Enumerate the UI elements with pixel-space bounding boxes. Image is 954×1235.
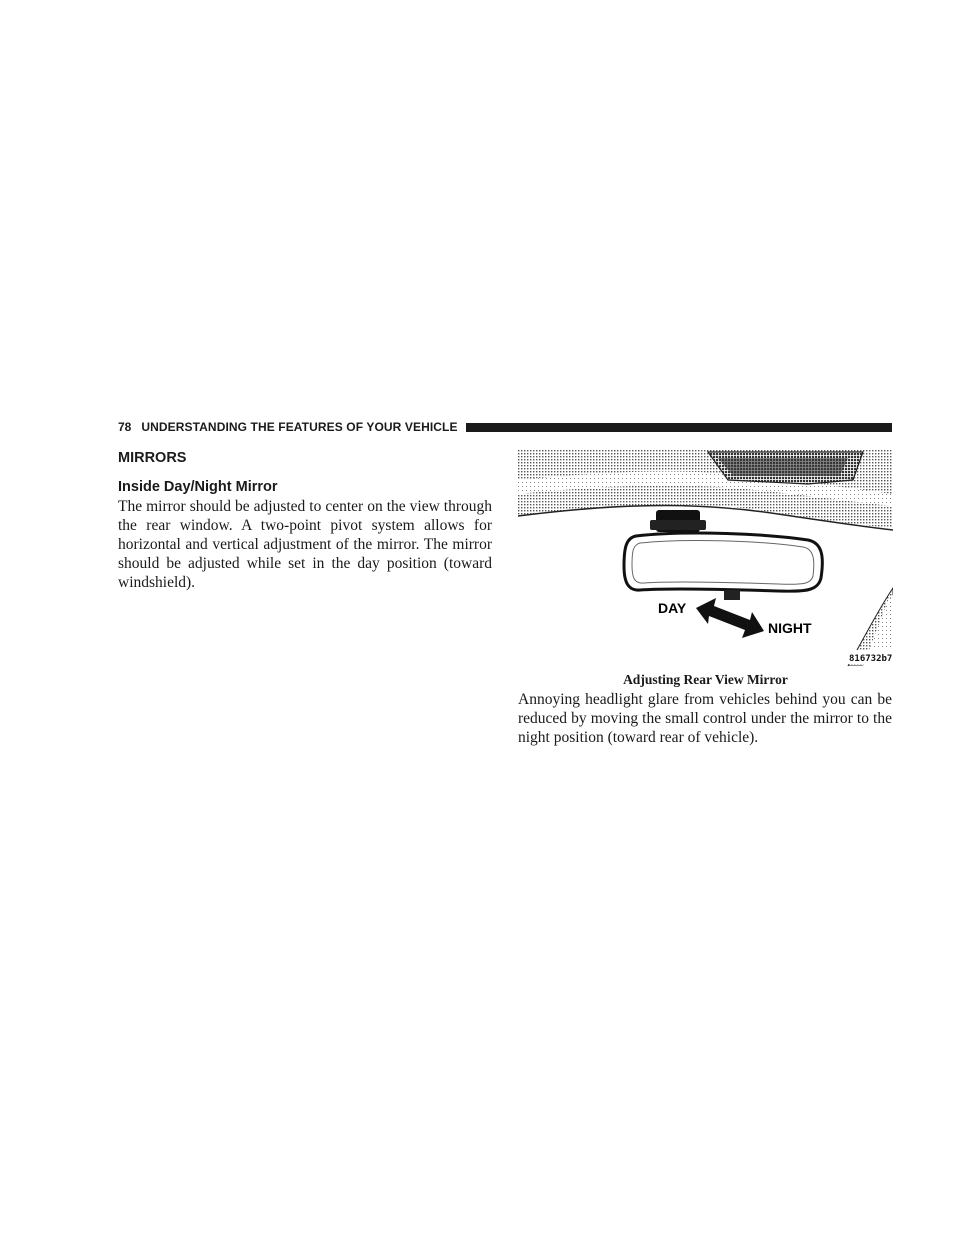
running-header — [118, 419, 892, 435]
left-column — [118, 449, 492, 592]
sub-heading: Inside Day/Night Mirror — [118, 479, 278, 495]
section-heading: MIRRORS — [118, 450, 187, 466]
page-number: 78 — [118, 420, 132, 434]
chapter-title: UNDERSTANDING THE FEATURES OF YOUR VEHICLE — [141, 420, 458, 434]
header-rule — [466, 423, 892, 432]
day-label: DAY — [658, 600, 687, 616]
mirror-illustration — [518, 450, 893, 666]
right-paragraph: Annoying headlight glare from vehicles behind you can be reduced by moving the small control under the mirror to the night position (toward rear of vehicle). — [518, 691, 892, 746]
image-code: 816732b7 — [849, 654, 893, 664]
night-label: NIGHT — [768, 620, 812, 636]
body-paragraph: The mirror should be adjusted to center on the view through the rear window. A two-point pivot system allows for horizontal and vertical adjustment of the mirror. The mirror should be adjusted while set in the day position (toward windshield). — [118, 498, 492, 591]
figure-caption: Adjusting Rear View Mirror — [623, 672, 788, 687]
